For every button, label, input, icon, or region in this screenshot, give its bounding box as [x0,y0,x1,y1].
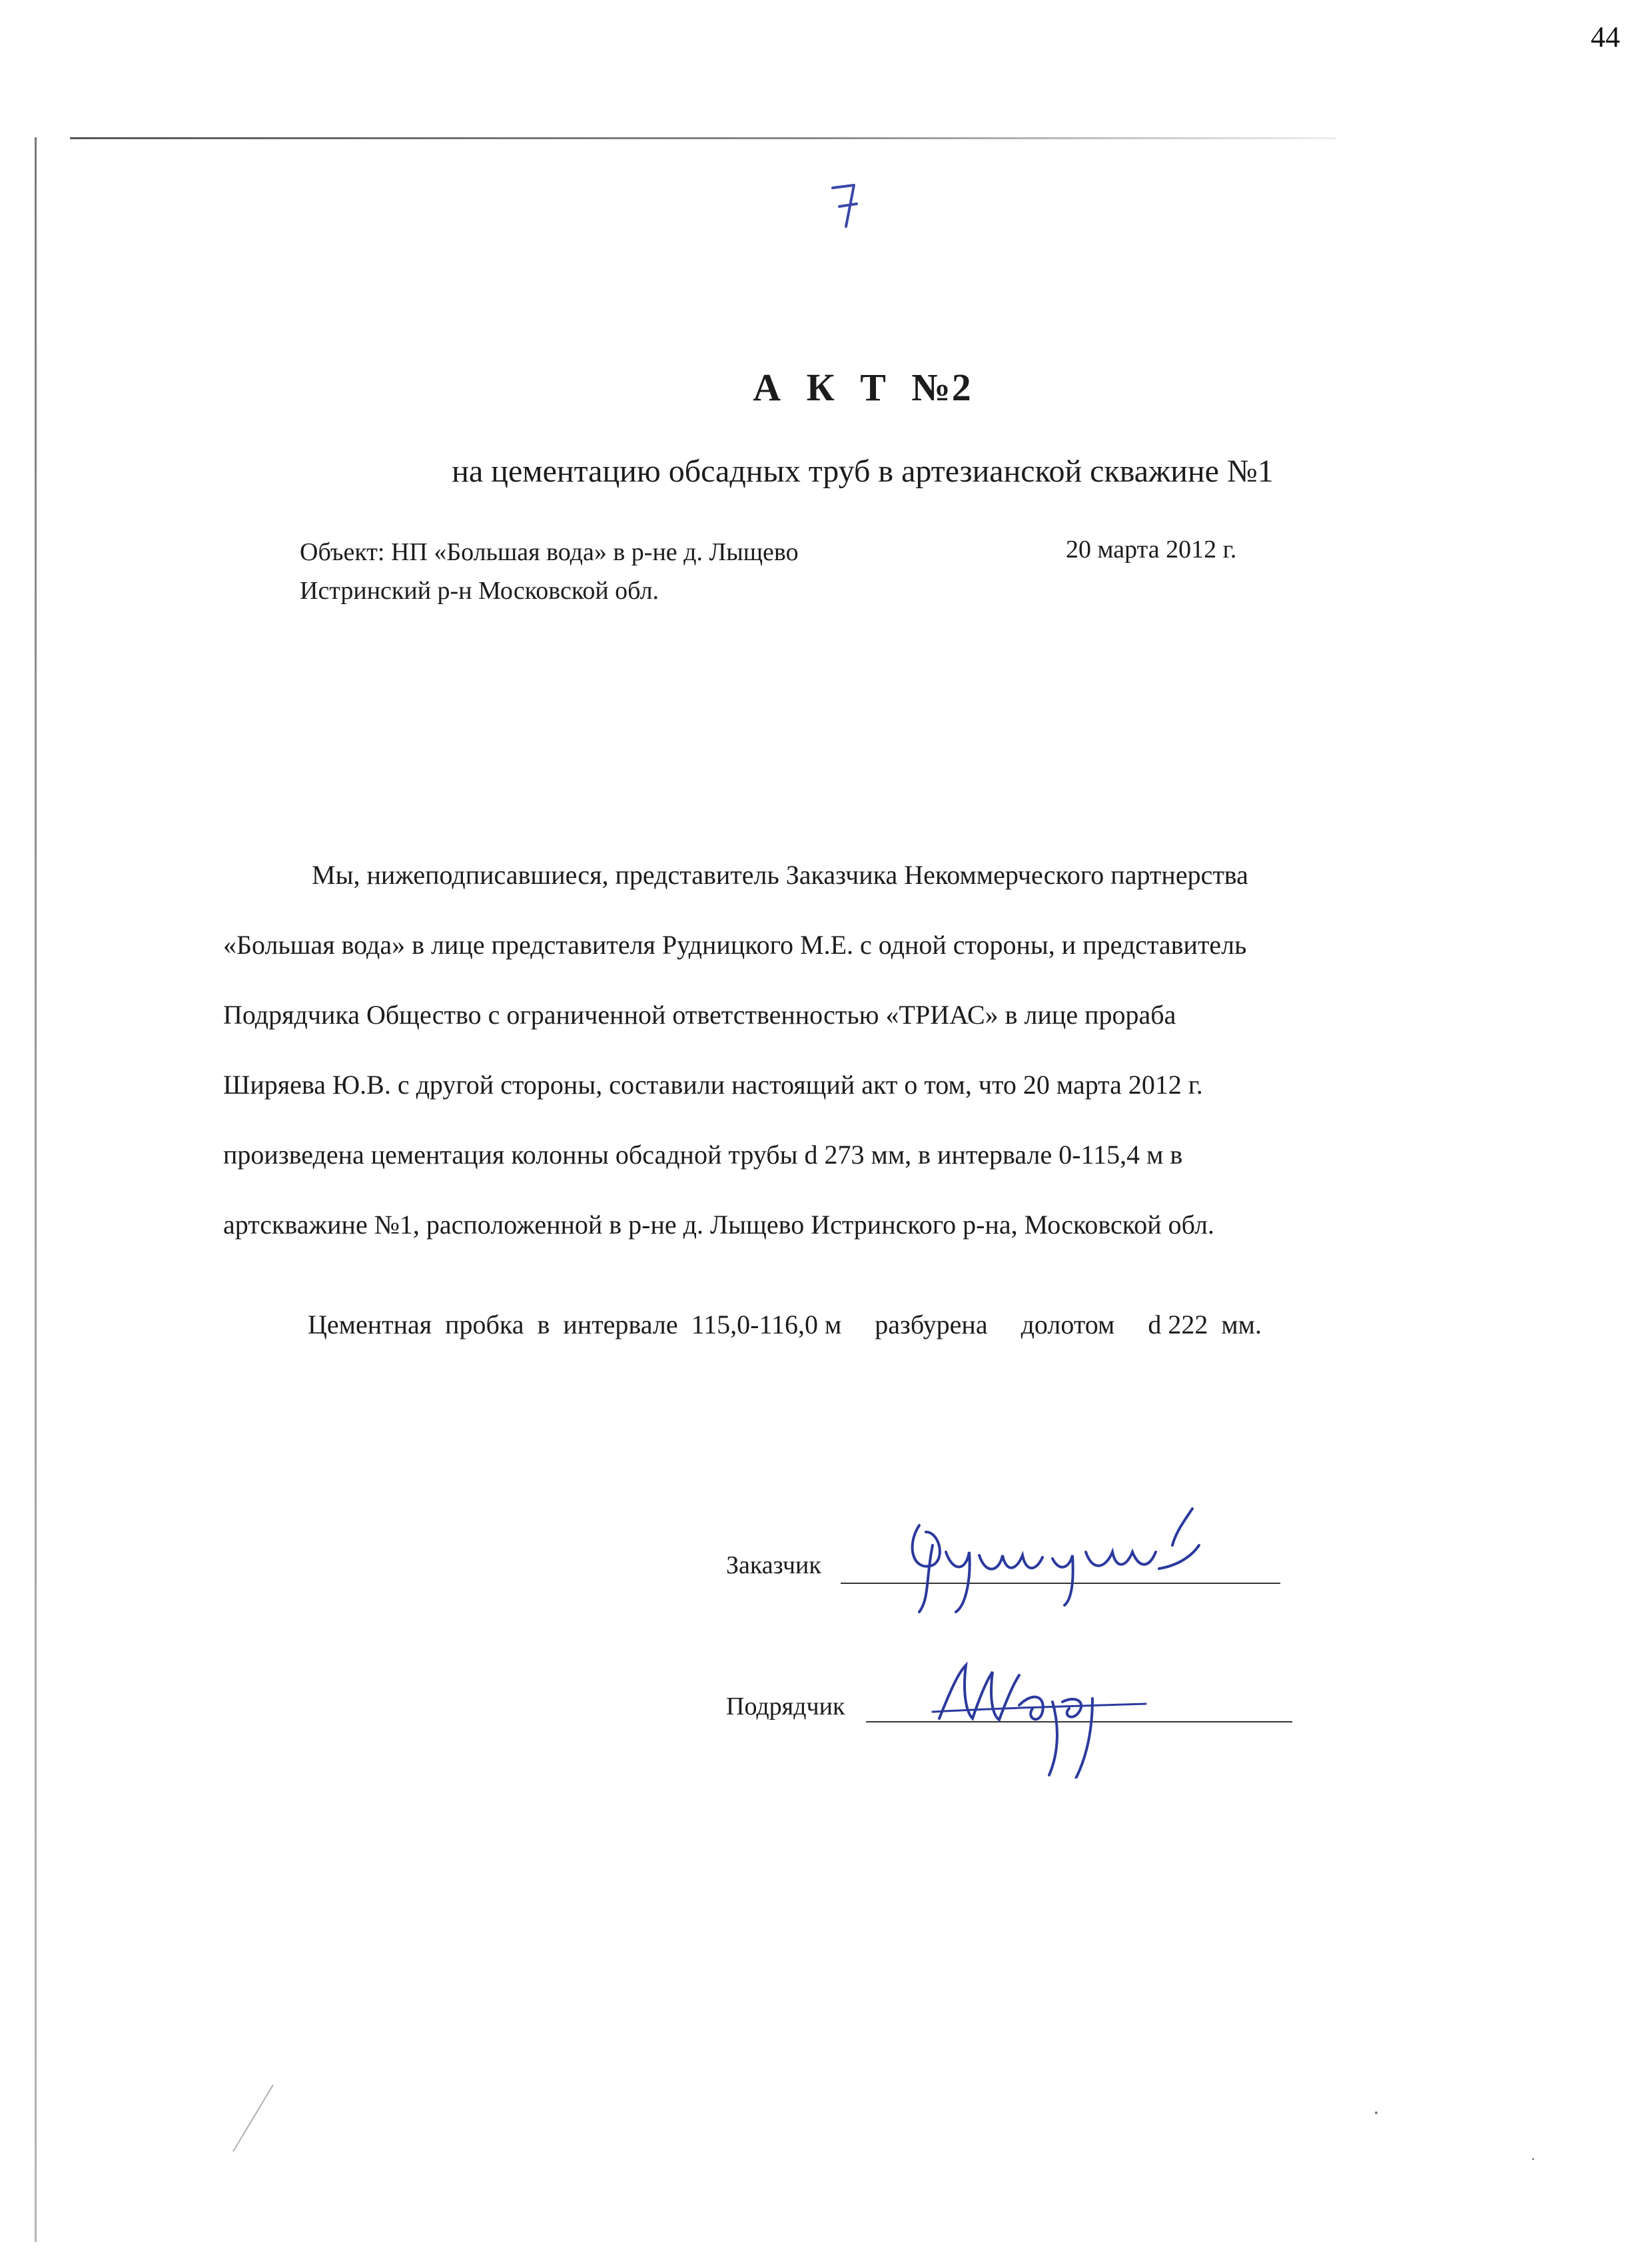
cement-plug-line: Цементная пробка в интервале 115,0-116,0 м разбурена долотом d 222 мм. [308,1310,1262,1339]
body-line: Ширяева Ю.В. с другой стороны, составили настоящий акт о том, что 20 марта 2012 г. [223,1070,1203,1100]
body-line: «Большая вода» в лице представителя Рудницкого М.Е. с одной стороны, и представитель [223,930,1247,960]
contractor-label: Подрядчик [726,1693,845,1720]
body-line: произведена цементация колонны обсадной трубы d 273 мм, в интервале 0-115,4 м в [223,1140,1183,1170]
act-date: 20 марта 2012 г. [1066,536,1237,564]
object-line-1: Объект: НП «Большая вода» в р-не д. Лыщево [300,538,799,566]
contractor-signature [926,1645,1166,1778]
scan-speck [1532,2158,1534,2160]
handwritten-page-mark [826,180,866,233]
body-line: Мы, нижеподписавшиеся, представитель Заказчика Некоммерческого партнерства [312,860,1248,890]
body-line: Подрядчика Общество с ограниченной ответственностью «ТРИАС» в лице прораба [223,1000,1176,1030]
act-title: А К Т №2 [753,366,973,409]
scan-pencil-mark [226,2078,280,2158]
customer-signature [893,1505,1239,1619]
act-subtitle: на цементацию обсадных труб в артезианской скважине №1 [452,454,1274,489]
object-block [300,533,799,610]
scan-speck [1375,2111,1378,2114]
object-line-2: Истринский р-н Московской обл. [300,577,659,605]
scan-edge-top [70,137,1336,139]
page-number: 44 [1591,21,1620,53]
body-line: артскважине №1, расположенной в р-не д. Лыщево Истринского р-на, Московской обл. [223,1210,1214,1240]
customer-label: Заказчик [726,1551,821,1579]
